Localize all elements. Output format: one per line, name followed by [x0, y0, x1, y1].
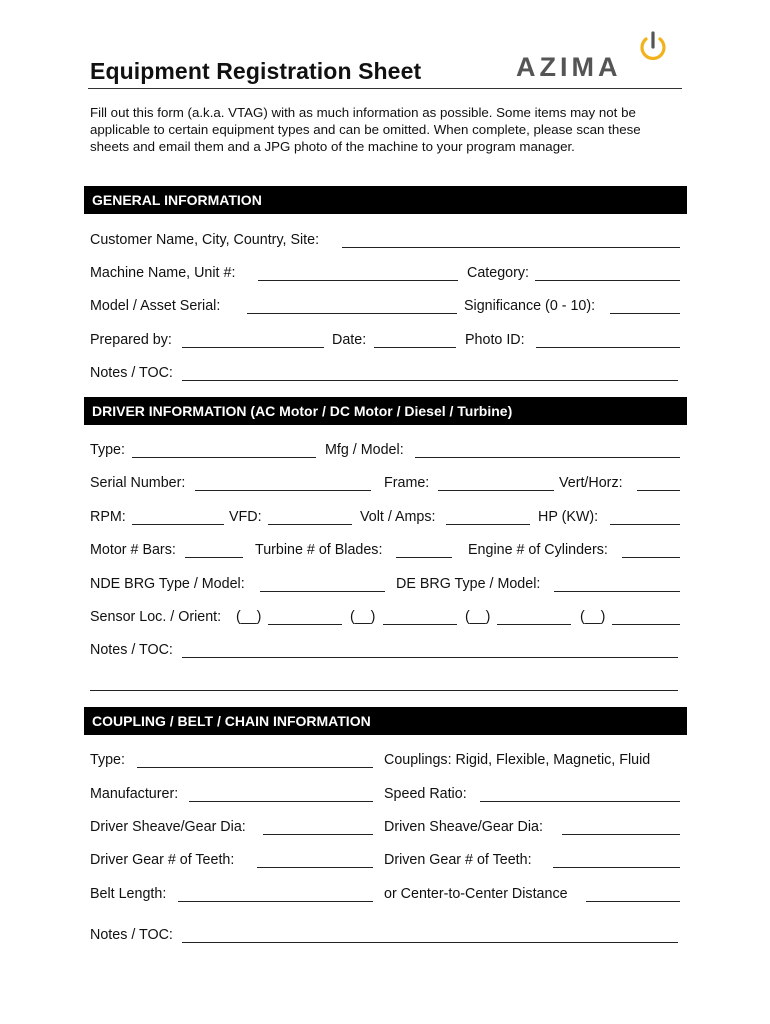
engine-cylinders-field[interactable]: [622, 557, 680, 558]
sensor-field-3[interactable]: [497, 624, 571, 625]
engine-cylinders-label: Engine # of Cylinders:: [468, 542, 608, 558]
photo-id-label: Photo ID:: [465, 332, 525, 348]
general-notes-label: Notes / TOC:: [90, 365, 173, 381]
sensor-slot-4[interactable]: (__): [580, 609, 606, 625]
belt-length-label: Belt Length:: [90, 886, 167, 902]
nde-brg-label: NDE BRG Type / Model:: [90, 576, 245, 592]
driver-notes-label: Notes / TOC:: [90, 642, 173, 658]
center-distance-label: or Center-to-Center Distance: [384, 886, 568, 902]
driven-gear-teeth-label: Driven Gear # of Teeth:: [384, 852, 532, 868]
driver-sheave-field[interactable]: [263, 834, 373, 835]
frame-label: Frame:: [384, 475, 430, 491]
vert-horz-field[interactable]: [637, 490, 680, 491]
turbine-blades-label: Turbine # of Blades:: [255, 542, 383, 558]
sensor-slot-3[interactable]: (__): [465, 609, 491, 625]
driver-gear-teeth-label: Driver Gear # of Teeth:: [90, 852, 235, 868]
model-serial-label: Model / Asset Serial:: [90, 298, 221, 314]
sensor-field-2[interactable]: [383, 624, 457, 625]
general-section-header: GENERAL INFORMATION: [84, 186, 687, 214]
vert-horz-label: Vert/Horz:: [559, 475, 623, 491]
machine-name-field[interactable]: [258, 280, 458, 281]
de-brg-label: DE BRG Type / Model:: [396, 576, 541, 592]
driver-notes-field-2[interactable]: [90, 690, 678, 691]
vfd-field[interactable]: [268, 524, 352, 525]
motor-bars-field[interactable]: [185, 557, 243, 558]
logo-text: AZIMA: [516, 52, 622, 82]
header-divider: [88, 88, 682, 89]
driver-section-header: DRIVER INFORMATION (AC Motor / DC Motor / Diesel / Turbine): [84, 397, 687, 425]
coupling-type-label: Type:: [90, 752, 125, 768]
serial-number-label: Serial Number:: [90, 475, 186, 491]
volt-amps-label: Volt / Amps:: [360, 509, 436, 525]
mfg-model-label: Mfg / Model:: [325, 442, 404, 458]
manufacturer-field[interactable]: [189, 801, 373, 802]
hp-kw-field[interactable]: [610, 524, 680, 525]
date-label: Date:: [332, 332, 367, 348]
page-title: Equipment Registration Sheet: [90, 58, 422, 84]
couplings-options[interactable]: Couplings: Rigid, Flexible, Magnetic, Fluid: [384, 752, 651, 768]
coupling-notes-label: Notes / TOC:: [90, 927, 173, 943]
power-icon: [638, 30, 668, 64]
driver-gear-teeth-field[interactable]: [257, 867, 373, 868]
coupling-type-field[interactable]: [137, 767, 373, 768]
rpm-field[interactable]: [132, 524, 224, 525]
machine-name-label: Machine Name, Unit #:: [90, 265, 236, 281]
photo-id-field[interactable]: [536, 347, 680, 348]
rpm-label: RPM:: [90, 509, 126, 525]
significance-field[interactable]: [610, 313, 680, 314]
sensor-field-4[interactable]: [612, 624, 680, 625]
volt-amps-field[interactable]: [446, 524, 530, 525]
customer-label: Customer Name, City, Country, Site:: [90, 232, 320, 248]
category-field[interactable]: [535, 280, 680, 281]
driver-notes-field[interactable]: [182, 657, 678, 658]
serial-number-field[interactable]: [195, 490, 371, 491]
driven-sheave-field[interactable]: [562, 834, 680, 835]
coupling-section-header: COUPLING / BELT / CHAIN INFORMATION: [84, 707, 687, 735]
prepared-by-field[interactable]: [182, 347, 324, 348]
belt-length-field[interactable]: [178, 901, 373, 902]
frame-field[interactable]: [438, 490, 554, 491]
coupling-notes-field[interactable]: [182, 942, 678, 943]
significance-label: Significance (0 - 10):: [464, 298, 596, 314]
intro-text: Fill out this form (a.k.a. VTAG) with as much information as possible. Some items may not be applicable to certain equipment types and can be omitted. When complete, please scan these sheets and email them and a JPG photo of the machine to your program manager.: [90, 105, 641, 154]
vfd-label: VFD:: [229, 509, 262, 525]
speed-ratio-label: Speed Ratio:: [384, 786, 467, 802]
category-label: Category:: [467, 265, 529, 281]
customer-field[interactable]: [342, 247, 680, 248]
date-field[interactable]: [374, 347, 456, 348]
azima-logo: [512, 30, 672, 82]
hp-kw-label: HP (KW):: [538, 509, 599, 525]
sensor-loc-label: Sensor Loc. / Orient:: [90, 609, 222, 625]
driven-sheave-label: Driven Sheave/Gear Dia:: [384, 819, 543, 835]
model-serial-field[interactable]: [247, 313, 457, 314]
center-distance-field[interactable]: [586, 901, 680, 902]
sensor-slot-1[interactable]: (__): [236, 609, 262, 625]
driver-type-field[interactable]: [132, 457, 316, 458]
manufacturer-label: Manufacturer:: [90, 786, 179, 802]
speed-ratio-field[interactable]: [480, 801, 680, 802]
driver-type-label: Type:: [90, 442, 125, 458]
turbine-blades-field[interactable]: [396, 557, 452, 558]
motor-bars-label: Motor # Bars:: [90, 542, 176, 558]
mfg-model-field[interactable]: [415, 457, 680, 458]
sensor-slot-2[interactable]: (__): [350, 609, 376, 625]
nde-brg-field[interactable]: [260, 591, 385, 592]
driver-sheave-label: Driver Sheave/Gear Dia:: [90, 819, 246, 835]
prepared-by-label: Prepared by:: [90, 332, 172, 348]
driven-gear-teeth-field[interactable]: [553, 867, 680, 868]
sensor-field-1[interactable]: [268, 624, 342, 625]
general-notes-field[interactable]: [182, 380, 678, 381]
de-brg-field[interactable]: [554, 591, 680, 592]
